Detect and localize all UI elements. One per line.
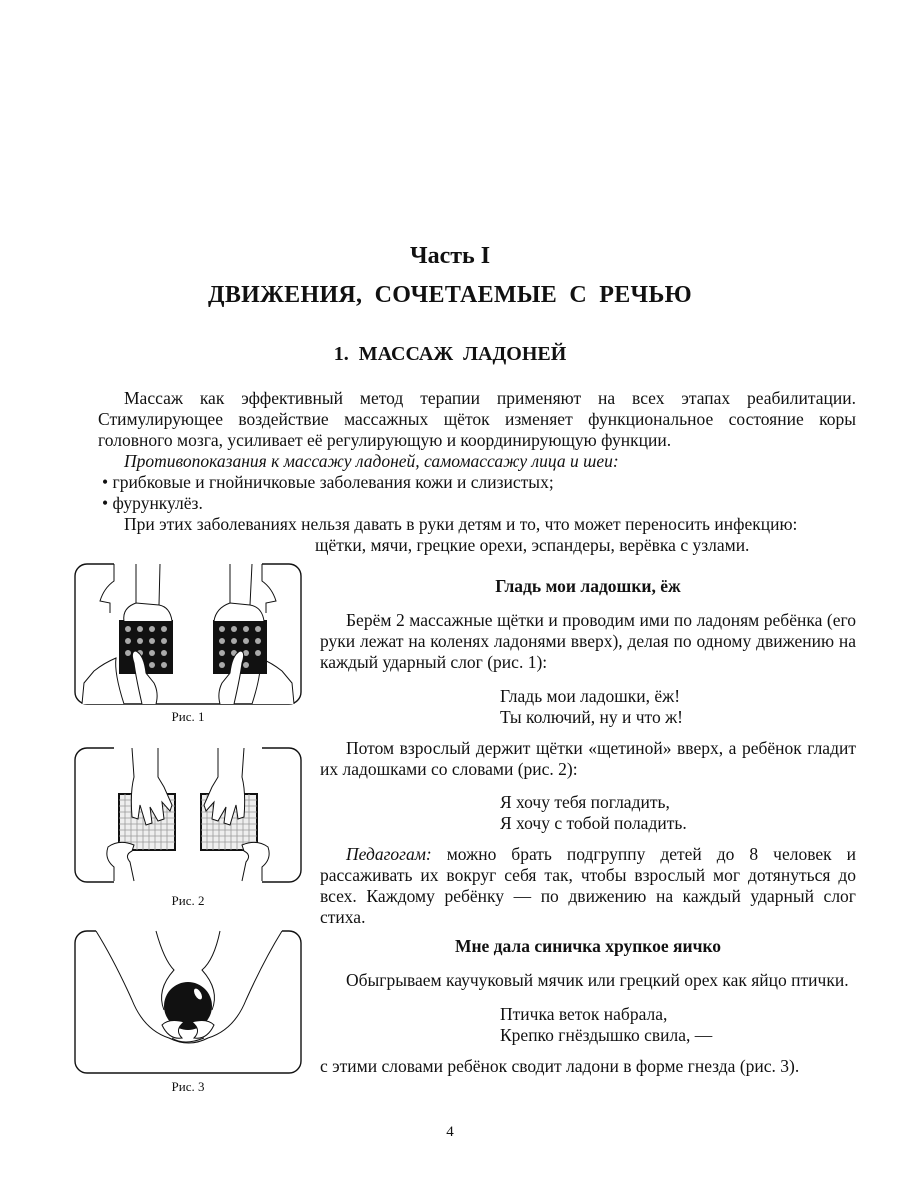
- cupped-hands-ball-icon: [74, 930, 302, 1075]
- figure-caption: Рис. 2: [171, 893, 205, 908]
- exercise-text: с этими словами ребёнок сводит ладони в форме гнезда (рис. 3).: [320, 1056, 800, 1076]
- bullet-text: фурункулёз.: [112, 493, 203, 513]
- verse-line: Гладь мои ладошки, ёж!: [500, 686, 681, 706]
- figure-1: [74, 563, 302, 725]
- bullet-item: • грибковые и гнойничковые заболевания кожи и слизистых;: [102, 472, 554, 492]
- figure-caption: Рис. 1: [171, 709, 205, 724]
- exercise-text: Обыгрываем каучуковый мячик или грецкий орех как яйцо птички.: [346, 970, 849, 990]
- exercise-title: Гладь мои ладошки, ёж: [495, 576, 681, 596]
- section-title: 1. МАССАЖ ЛАДОНЕЙ: [333, 343, 567, 365]
- verse-line: Ты колючий, ну и что ж!: [500, 707, 683, 727]
- exercise-title: Мне дала синичка хрупкое яичко: [454, 936, 722, 956]
- verse: [320, 686, 856, 728]
- exercise-text: Потом взрослый держит щётки «щетиной» вверх, а ребёнок гладит их ладошками со словами (рис. 2):: [320, 738, 856, 779]
- part-title: ДВИЖЕНИЯ, СОЧЕТАЕМЫЕ С РЕЧЬЮ: [208, 282, 692, 308]
- verse-line: Я хочу тебя погладить,: [500, 792, 670, 812]
- intro-block: [98, 388, 856, 556]
- bullet-text: грибковые и гнойничковые заболевания кожи и слизистых;: [112, 472, 554, 492]
- page-number: 4: [446, 1124, 454, 1140]
- hands-with-brushes-icon: [74, 563, 302, 705]
- teacher-note-label: Педагогам:: [346, 844, 432, 864]
- warning-line-1: При этих заболеваниях нельзя давать в руки детям и то, что может переносить инфекцию:: [124, 514, 798, 534]
- exercise-1: [320, 576, 856, 928]
- verse-line: Я хочу с тобой поладить.: [500, 813, 687, 833]
- exercise-2: [320, 936, 856, 1077]
- exercise-text: Берём 2 массажные щётки и проводим ими по ладоням ребёнка (его руки лежат на коленях ладонями вверх), делая по одному движению на каждый ударный слог (рис. 1):: [320, 610, 856, 672]
- verse-line: Крепко гнёздышко свила, —: [500, 1025, 713, 1045]
- intro-paragraph: Массаж как эффективный метод терапии применяют на всех этапах реабилитации. Стимулирующее воздействие массажных щёток изменяет функциональное состояние коры головного мозга, усиливает её регулирующую и координирующую функции.: [98, 388, 856, 450]
- teacher-note: [320, 844, 856, 928]
- figure-caption: Рис. 3: [171, 1079, 205, 1094]
- teacher-note-text: можно брать подгруппу детей до 8 человек и рассаживать их вокруг себя так, чтобы взрослый мог дотянуться до всех. Каждому ребёнку — по движению на каждый ударный слог стиха.: [320, 844, 856, 927]
- bullet-item: • фурункулёз.: [102, 493, 203, 513]
- part-label: Часть I: [409, 243, 491, 269]
- verse-line: Птичка веток набрала,: [500, 1004, 668, 1024]
- warning-line-2: щётки, мячи, грецкие орехи, эспандеры, верёвка с узлами.: [315, 535, 750, 555]
- contraindications-heading: Противопоказания к массажу ладоней, самомассажу лица и шеи:: [124, 451, 619, 471]
- figure-2: [74, 747, 302, 909]
- figure-3: [74, 930, 302, 1095]
- verse: [320, 1004, 856, 1046]
- hands-on-grid-brushes-icon: [74, 747, 302, 887]
- verse: [320, 792, 856, 834]
